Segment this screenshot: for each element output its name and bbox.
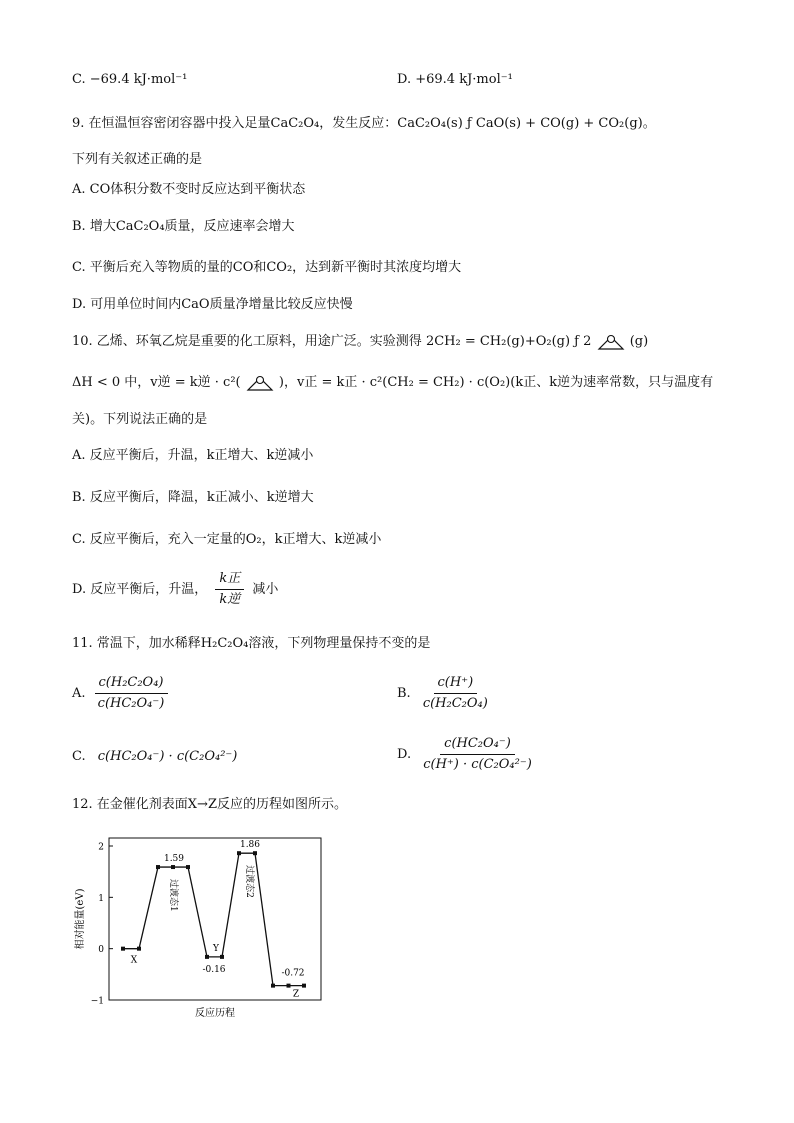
q9-stem-line2: 下列有关叙述正确的是 bbox=[72, 152, 203, 167]
energy-point bbox=[186, 865, 190, 869]
energy-point bbox=[156, 865, 160, 869]
q11-option-c-label: C. bbox=[72, 749, 86, 764]
y-tick-label: 2 bbox=[98, 842, 104, 853]
fraction-numerator: c(HC₂O₄⁻) bbox=[440, 735, 515, 755]
energy-point bbox=[137, 947, 141, 951]
q11-option-a-fraction bbox=[94, 674, 169, 713]
q10-option-b: B. 反应平衡后，降温，k正减小、k逆增大 bbox=[72, 490, 314, 505]
q9-option-a: A. CO体积分数不变时反应达到平衡状态 bbox=[72, 182, 306, 197]
fraction-numerator: c(H₂C₂O₄) bbox=[95, 674, 168, 694]
q11-option-a bbox=[72, 674, 172, 713]
energy-profile-chart bbox=[72, 830, 342, 1020]
q10-stem-gas: (g) bbox=[629, 334, 649, 349]
q9-option-b: B. 增大CaC₂O₄质量，反应速率会增大 bbox=[72, 219, 295, 234]
q10-rate-forward: )，v正 = k正 · c²(CH₂ = CH₂) · c(O₂)(k正、k逆为速率常数，只与温度有 bbox=[278, 375, 714, 390]
state-label-z: Z bbox=[292, 989, 300, 1000]
q10-stem-line2 bbox=[72, 373, 713, 393]
epoxide-ring-icon-2 bbox=[245, 374, 275, 392]
state-label-ts1: 过渡态1 bbox=[168, 879, 178, 912]
q10-option-d-suffix: 减小 bbox=[252, 582, 279, 597]
q10-option-d-fraction bbox=[215, 570, 244, 609]
q10-option-c: C. 反应平衡后，充入一定量的O₂，k正增大、k逆减小 bbox=[72, 532, 382, 547]
q10-stem-line3: 关)。下列说法正确的是 bbox=[72, 412, 208, 427]
q10-option-d bbox=[72, 570, 278, 609]
q9-option-d: D. 可用单位时间内CaO质量净增量比较反应快慢 bbox=[72, 297, 353, 312]
energy-point bbox=[205, 955, 209, 959]
epoxide-ring-icon bbox=[596, 333, 626, 351]
energy-point bbox=[220, 955, 224, 959]
fraction-denominator: k逆 bbox=[219, 592, 241, 607]
fraction-numerator: c(H⁺) bbox=[434, 674, 478, 694]
q9-option-c: C. 平衡后充入等物质的量的CO和CO₂，达到新平衡时其浓度均增大 bbox=[72, 260, 462, 275]
q10-option-a: A. 反应平衡后，升温，k正增大、k逆减小 bbox=[72, 448, 314, 463]
q8-option-c: C. −69.4 kJ·mol⁻¹ bbox=[72, 72, 188, 87]
state-label-ts2: 过渡态2 bbox=[244, 865, 254, 898]
energy-point bbox=[171, 865, 175, 869]
state-label-x: X bbox=[130, 955, 138, 966]
y-tick-label: −1 bbox=[90, 996, 104, 1007]
value-label-z: -0.72 bbox=[281, 968, 305, 979]
energy-point bbox=[287, 984, 291, 988]
energy-point bbox=[302, 984, 306, 988]
energy-point bbox=[253, 851, 257, 855]
q10-stem-text: 10. 乙烯、环氧乙烷是重要的化工原料，用途广泛。实验测得 2CH₂ = CH₂(g)+O₂(g) ƒ 2 bbox=[72, 334, 592, 349]
q9-stem-line1: 9. 在恒温恒容密闭容器中投入足量CaC₂O₄，发生反应：CaC₂O₄(s) ƒ CaO(s) + CO(g) + CO₂(g)。 bbox=[72, 116, 656, 131]
q10-rate-reverse: ΔH < 0 中，v逆 = k逆 · c²( bbox=[72, 375, 241, 390]
q11-option-b-label: B. bbox=[397, 686, 411, 701]
q11-option-b-fraction bbox=[419, 674, 492, 713]
energy-point bbox=[237, 851, 241, 855]
fraction-denominator: c(HC₂O₄⁻) bbox=[97, 696, 165, 711]
q11-option-d-fraction bbox=[419, 735, 536, 774]
fraction-denominator: c(H₂C₂O₄) bbox=[422, 696, 488, 711]
y-tick-label: 1 bbox=[98, 893, 104, 904]
q8-option-d: D. +69.4 kJ·mol⁻¹ bbox=[397, 72, 513, 87]
q11-option-c bbox=[72, 747, 237, 767]
q12-stem: 12. 在金催化剂表面X→Z反应的历程如图所示。 bbox=[72, 797, 347, 812]
state-label-y: Y bbox=[213, 943, 219, 954]
y-tick-label: 0 bbox=[98, 945, 104, 956]
q10-option-d-prefix: D. 反应平衡后，升温， bbox=[72, 582, 208, 597]
x-axis-label: 反应历程 bbox=[195, 1008, 235, 1019]
q11-option-d bbox=[397, 735, 540, 774]
energy-point bbox=[271, 984, 275, 988]
y-axis-label: 相对能量(eV) bbox=[75, 888, 86, 950]
value-label-ts1: 1.59 bbox=[163, 854, 185, 865]
q11-option-a-label: A. bbox=[72, 686, 86, 701]
fraction-numerator: k正 bbox=[215, 570, 244, 590]
value-label-ts2: 1.86 bbox=[239, 840, 261, 851]
value-label-y: -0.16 bbox=[202, 964, 226, 975]
q11-option-d-label: D. bbox=[397, 747, 412, 762]
fraction-denominator: c(H⁺) · c(C₂O₄²⁻) bbox=[423, 757, 532, 772]
q11-stem: 11. 常温下，加水稀释H₂C₂O₄溶液，下列物理量保持不变的是 bbox=[72, 636, 431, 651]
energy-point bbox=[121, 947, 125, 951]
q10-stem-line1 bbox=[72, 332, 648, 352]
q11-option-b bbox=[397, 674, 496, 713]
q11-option-c-expr: c(HC₂O₄⁻) · c(C₂O₄²⁻) bbox=[97, 749, 238, 764]
